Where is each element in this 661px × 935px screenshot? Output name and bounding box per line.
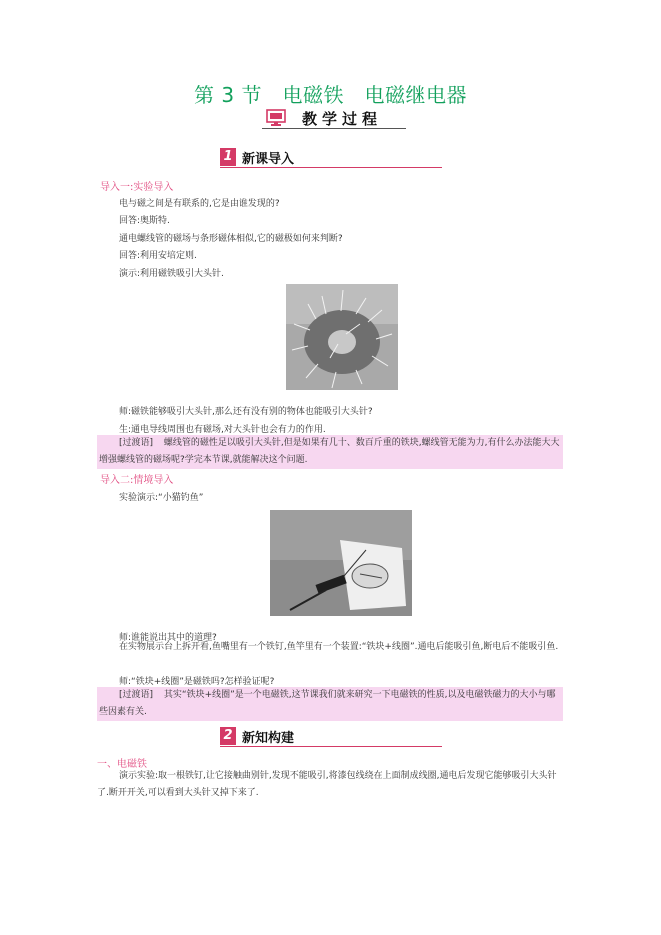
transition-box-1 [97, 435, 563, 469]
section-label: 新课导入 [242, 152, 295, 167]
intro1-after-line: 师:磁铁能够吸引大头针,那么还有没有别的物体也能吸引大头针? [119, 407, 373, 417]
section-underline [220, 746, 442, 747]
intro1-line: 演示:利用磁铁吸引大头针. [119, 269, 224, 279]
section-underline [220, 167, 442, 168]
intro2-heading: 导入二:情境导入 [100, 475, 174, 486]
section-number: 1 [220, 148, 236, 166]
part1-paragraph: 演示实验:取一根铁钉,让它接触曲别针,发现不能吸引,将漆包线绕在上面制成线圈,通电后发现它能够吸引大头针了.断开开关,可以看到大头针又掉下来了. [97, 771, 557, 798]
section-header-1 [220, 148, 442, 168]
intro2-question-2: 师:“铁块+线圈”是磁铁吗?怎样验证呢? [119, 677, 275, 687]
monitor-icon [266, 109, 286, 127]
section-label: 新知构建 [242, 731, 295, 746]
transition-tag: [过渡语] [119, 438, 154, 448]
intro1-line: 回答:利用安培定则. [119, 251, 197, 261]
section-number: 2 [220, 727, 236, 745]
page-title: 第 3 节 电磁铁 电磁继电器 [194, 83, 467, 107]
intro1-line: 电与磁之间是有联系的,它是由谁发现的? [119, 199, 280, 209]
intro2-paragraph: 在实物展示台上拆开看,鱼嘴里有一个铁钉,鱼竿里有一个装置:“铁块+线圈”.通电后能吸引鱼,断电后不能吸引鱼. [119, 642, 559, 652]
teaching-process-badge [262, 107, 406, 129]
intro1-line: 回答:奥斯特. [119, 216, 170, 226]
intro1-heading: 导入一:实验导入 [100, 182, 174, 193]
transition-tag: [过渡语] [119, 690, 154, 700]
cat-fishing-photo [270, 510, 412, 616]
intro2-question: 师:谁能说出其中的道理? [119, 633, 217, 643]
transition-text: 其实“铁块+线圈”是一个电磁铁,这节课我们就来研究一下电磁铁的性质,以及电磁铁磁力的大小与哪些因素有关. [99, 690, 556, 717]
magnet-pins-photo [286, 284, 398, 390]
intro1-line: 通电螺线管的磁场与条形磁体相似,它的磁极如何来判断? [119, 234, 343, 244]
intro2-line: 实验演示:“小猫钓鱼” [119, 493, 204, 503]
transition-box-2 [97, 687, 563, 721]
badge-underline [262, 128, 406, 129]
intro1-after-line: 生:通电导线周围也有磁场,对大头针也会有力的作用. [119, 425, 326, 435]
transition-text: 螺线管的磁性足以吸引大头针,但是如果有几十、数百斤重的铁块,螺线管无能为力,有什么办法能大大增强螺线管的磁场呢?学完本节课,就能解决这个问题. [99, 438, 560, 465]
section-header-2 [220, 727, 442, 747]
badge-label: 教学过程 [302, 110, 383, 128]
part1-heading: 一、电磁铁 [97, 759, 147, 770]
